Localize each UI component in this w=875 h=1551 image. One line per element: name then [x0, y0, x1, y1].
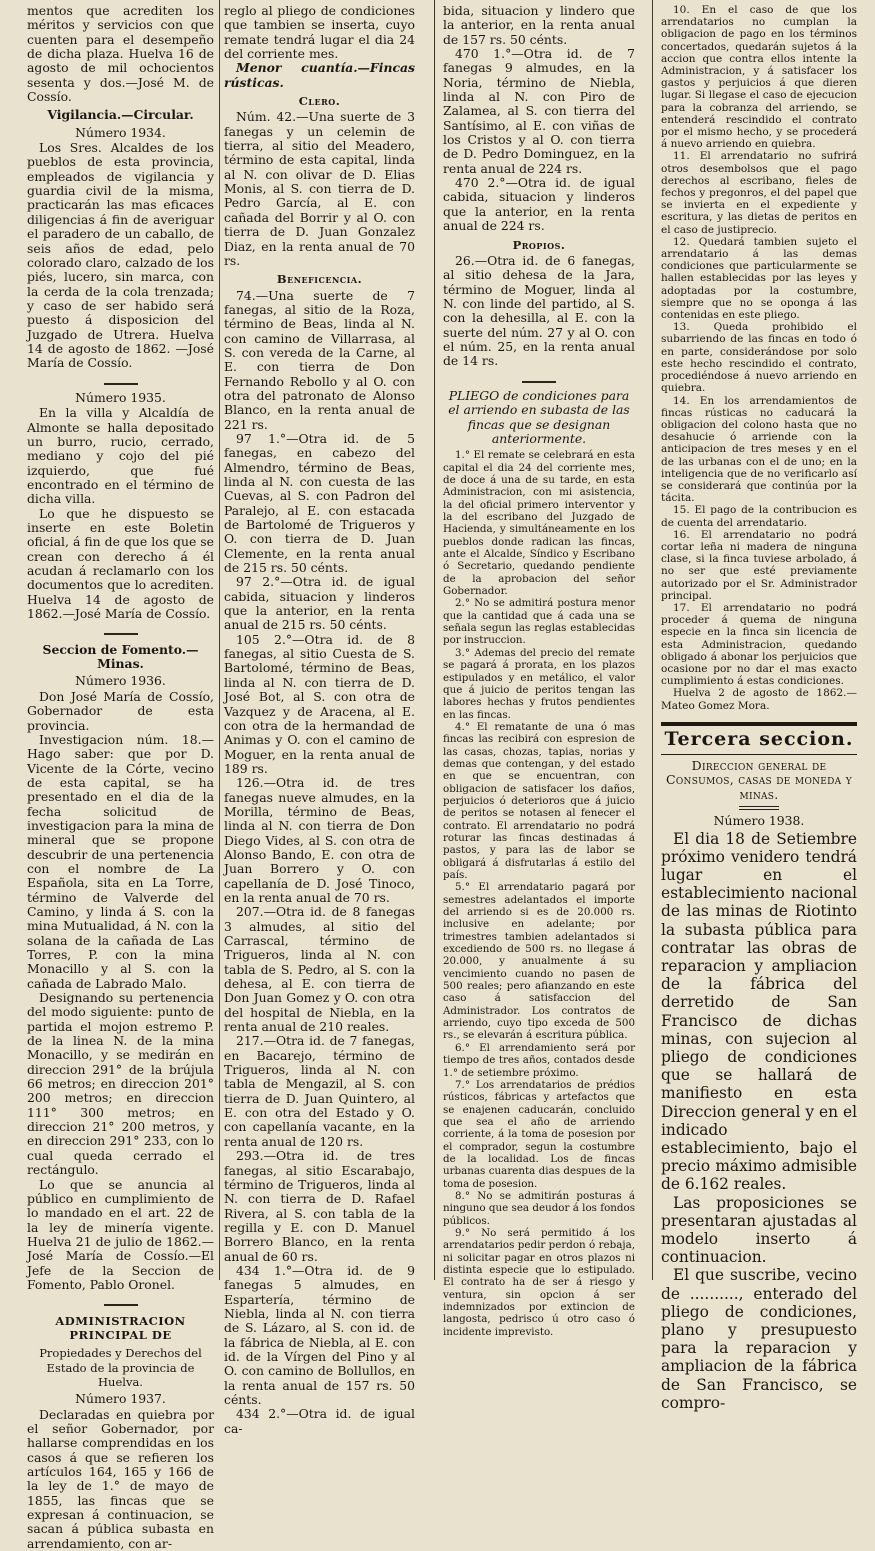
separator-dash	[27, 624, 214, 638]
paragraph: 470 2.°—Otra id. de igual cabida, situacion y linderos que la anterior, en la renta anual de 224 rs.	[443, 175, 635, 234]
condition-paragraph: 3.° Ademas del precio del remate se pagará á prorata, en los plazos estipulados y en metálico, el valor que á juicio de peritos tengan las labores hechas y frutos pendientes en las fincas.	[443, 646, 635, 721]
notice-number: Número 1936.	[75, 673, 166, 689]
condition-paragraph: 14. En los arrendamientos de fincas rústicas no caducará la obligacion del colono hasta que no desahucie ó arriende con la anticipacion de tres meses y en el de las urbanas con el de uno; en la inteligencia que de no verificarlo así se considerará que continúa por la tácita.	[661, 394, 857, 505]
paragraph: 105 2.°—Otra id. de 8 fanegas, al sitio Cuesta de S. Bartolomé, término de Beas, linda al N. con tierra de D. José Bot, al S. con otra de Vazquez y de Aracena, al E. con otra de la hermandad de Animas y O. con el camino de Moguer, en la renta anual de 189 rs.	[224, 631, 415, 776]
notice-number: Número 1934.	[75, 124, 166, 140]
separator-dash	[443, 372, 635, 386]
column-1	[27, 3, 214, 1551]
paragraph: 126.—Otra id. de tres fanegas nueve almudes, en la Morilla, término de Beas, linda al N. con tierra de Don Diego Vides, al S. con otra de Alonso Bando, E. con otra de Juan Borrero y O. con capellanía de D. José Tinoco, en la renta anual de 70 rs.	[224, 775, 415, 905]
directorate-heading: Direccion general de Consumos, casas de moneda y minas.	[666, 758, 852, 802]
section-heading: Beneficencia.	[276, 272, 363, 287]
notice-number: Número 1937.	[75, 1391, 166, 1407]
paragraph: 26.—Otra id. de 6 fanegas, al sitio dehesa de la Jara, término de Moguer, linda al N. con linde del partido, al S. con la dehesilla, al E. con la suerte del núm. 27 y al O. con el núm. 25, en la renta anual de 14 rs.	[443, 252, 635, 369]
section-heading: Seccion de Fomento.—Minas.	[42, 641, 199, 672]
paragraph: 207.—Otra id. de 8 fanegas 3 almudes, al sitio del Carrascal, término de Trigueros, linda al N. con tabla de S. Pedro, al S. con la dehesa, al E. con tierra de Don Juan Gomez y O. con otra del hospital de Niebla, en la renta anual de 210 reales.	[224, 904, 415, 1035]
paragraph: Don José María de Cossío, Gobernador de esta provincia.	[27, 688, 214, 733]
column-rule	[434, 0, 435, 1280]
paragraph: 74.—Una suerte de 7 fanegas, al sitio de la Roza, término de Beas, linda al N. con camino de Villarrasa, al S. con vereda de la Carne, al E. con tierra de Don Fernando Rebollo y al O. con otra del patronato de Alonso Blanco, en la renta anual de 221 rs.	[224, 287, 415, 432]
announcement-paragraph: El dia 18 de Setiembre próximo venidero tendrá lugar en el establecimiento nacional de las minas de Riotinto la subasta pública para contratar las obras de reparacion y ampliacion de la fábrica del derretido de San Francisco de dichas minas, con sujecion al pliego de condiciones que se hallará de manifiesto en esta Direccion general y en el indicado establecimiento, bajo el precio máximo admisible de 6.162 reales.	[661, 829, 857, 1194]
paragraph: reglo al pliego de condiciones que tambien se inserta, cuyo remate tendrá lugar el dia 24 del corriente mes.	[224, 3, 415, 62]
column-rule	[219, 0, 220, 1280]
condition-paragraph: 13. Queda prohibido el subarriendo de las fincas en todo ó en parte, considerándose por solo este hecho rescindido el contrato, procediéndose á nuevo arriendo en quiebra.	[661, 321, 857, 395]
column-4	[661, 4, 857, 1412]
section-title: Tercera seccion.	[661, 722, 857, 755]
condition-paragraph: 2.° No se admitirá postura menor que la cantidad que á cada una se señala segun las reglas establecidas por instruccion.	[443, 597, 635, 647]
announcement-paragraph: El que suscribe, vecino de .........., enterado del pliego de condiciones, plano y presupuesto para la reparacion y ampliacion de la fábrica de San Francisco, se compro-	[661, 1266, 857, 1412]
paragraph: 293.—Otra id. de tres fanegas, al sitio Escarabajo, término de Trigueros, linda al N. con tierra de D. Rafael Rivera, al S. con tabla de la regilla y E. con D. Manuel Borrero Blanco, en la renta anual de 60 rs.	[224, 1148, 415, 1264]
separator-double-rule	[739, 806, 779, 810]
condition-paragraph: Huelva 2 de agosto de 1862.—Mateo Gomez Mora.	[661, 687, 857, 712]
paragraph: En la villa y Alcaldía de Almonte se halla depositado un burro, rucio, cerrado, mediano y cojo del pié izquierdo, que fué encontrado en el término de dicha villa.	[27, 405, 214, 507]
subheading: Propiedades y Derechos del Estado de la provincia de Huelva.	[39, 1346, 202, 1389]
paragraph: Lo que se anuncia al público en cumplimiento de lo mandado en el art. 22 de la ley de minería vigente. Huelva 21 de julio de 1862.— José María de Cossío.—El Jefe de la Seccion de Fomento, Pablo Oronel.	[27, 1176, 214, 1292]
paragraph: 217.—Otra id. de 7 fanegas, en Bacarejo, término de Trigueros, linda al N. con tabla de Mengazil, al S. con tierra de D. Juan Quintero, al E. con otra del Estado y O. con capellanía vacante, en la renta anual de 120 rs.	[224, 1033, 415, 1149]
paragraph: 434 2.°—Otra id. de igual ca-	[224, 1406, 415, 1436]
paragraph: Núm. 42.—Una suerte de 3 fanegas y un celemin de tierra, al sitio del Meadero, término de esta capital, linda al N. con olivar de D. Elias Monis, al S. con tierra de D. Pedro García, al E. con cañada del Borrir y al O. con tierra de D. Juan Gonzalez Diaz, en la renta anual de 70 rs.	[224, 109, 415, 268]
paragraph: 97 1.°—Otra id. de 5 fanegas, en cabezo del Almendro, término de Beas, linda al N. con cuesta de las Cuevas, al S. con Padron del Paralejo, al E. con estacada de Bartolomé de Trigueros y O. con tierra de D. Juan Clemente, en la renta anual de 215 rs. 50 cénts.	[224, 430, 415, 576]
document-title: PLIEGO de condiciones para el arriendo en subasta de las fincas que se designan anteriormente.	[448, 387, 630, 446]
paragraph: Los Sres. Alcaldes de los pueblos de esta provincia, empleados de vigilancia y guardia civil de la misma, practicarán las mas eficaces diligencias á fin de averiguar el paradero de un caballo, de seis años de edad, pelo colorado claro, calzado de los piés, lucero, sin marca, con la cerda de la cola trenzada; y caso de ser habido será puesto á disposicion del Juzgado de Utrera. Huelva 14 de agosto de 1862. —José María de Cossío.	[27, 140, 214, 371]
condition-paragraph: 12. Quedará tambien sujeto el arrendatario á las demas condiciones que particularmente se hallen establecidas por las leyes y adoptadas por la costumbre, siempre que no se oponga á las contenidas en este pliego.	[661, 235, 857, 322]
paragraph: Lo que he dispuesto se inserte en este Boletin oficial, á fin de que los que se crean con derecho á él acudan á reclamarlo con los documentos que lo acrediten. Huelva 14 de agosto de 1862.—José María de Cossío.	[27, 505, 214, 622]
paragraph: Menor cuantía.—Fincas rústicas.	[224, 60, 415, 90]
separator-dash	[27, 1295, 214, 1309]
section-heading: Propios.	[512, 237, 566, 252]
condition-paragraph: 15. El pago de la contribucion es de cuenta del arrendatario.	[661, 504, 857, 529]
paragraph: 434 1.°—Otra id. de 9 fanegas 5 almudes, en Espartería, término de Niebla, linda al N. con tierra de S. Lázaro, al S. con id. de la fábrica de Niebla, al E. con id. de la Vírgen del Pino y al O. con camino de Bollullos, en la renta anual de 157 rs. 50 cénts.	[224, 1262, 415, 1407]
condition-paragraph: 10. En el caso de que los arrendatarios no cumplan la obligacion de pago en los términos concertados, quedarán sujetos á la accion que contra ellos intente la Administracion, y á satisfacer los gastos y perjuicios á que dieren lugar. Si llegase el caso de ejecucion para la cobranza del arriendo, se entenderá rescindido el contrato por el mismo hecho, y se procederá á nuevo arriendo en quiebra.	[661, 4, 857, 151]
column-3	[443, 3, 635, 1338]
paragraph: 470 1.°—Otra id. de 7 fanegas 9 almudes, en la Noria, término de Niebla, linda al N. con Piro de Zalamea, al S. con tierra del Santísimo, al E. con viñas de los Cristos y al O. con tierra de D. Pedro Dominguez, en la renta anual de 224 rs.	[443, 46, 635, 176]
condition-paragraph: 9.° No será permitido á los arrendatarios pedir perdon ó rebaja, ni solicitar pagar en otros plazos ni distinta especie que lo estipulado. El contrato ha de ser á riesgo y ventura, sin opcion á ser indemnizados por extincion de langosta, pedrisco ú otro caso ó incidente imprevisto.	[443, 1226, 635, 1338]
section-heading: Vigilancia.—Circular.	[47, 107, 194, 123]
separator-dash	[27, 374, 214, 388]
condition-paragraph: 17. El arrendatario no podrá proceder á quema de ninguna especie en la finca sin licencia de esta Administracion, quedando obligado á abonar los perjuicios que ocasione por no dar el mas exacto cumplimiento á estas condiciones.	[661, 601, 857, 688]
condition-paragraph: 4.° El rematante de una ó mas fincas las recibirá con espresion de las casas, chozas, tapias, norias y demas que contengan, y del estado en que se encuentran, con obligacion de satisfacer los daños, perjuicios ó deterioros que á juicio de peritos se notasen al fenecer el contrato. El arrendatario no podrá roturar las fincas destinadas á pastos, y para las de labor se obligará á disfrutarlas á estilo del país.	[443, 720, 635, 881]
condition-paragraph: 16. El arrendatario no podrá cortar leña ni madera de ninguna clase, si la finca tuviese arbolado, á no ser que esté previamente autorizado por el Sr. Administrador principal.	[661, 528, 857, 602]
column-2	[224, 3, 415, 1436]
condition-paragraph: 5.° El arrendatario pagará por semestres adelantados el importe del arriendo si es de 20.000 rs. inclusive en adelante; por trimestres tambien adelantados si excediendo de 500 rs. no llegase á 20.000, y anualmente á su vencimiento cuando no pasen de 500 reales; pero afianzando en este caso á satisfaccion del Administrador. Los contratos de arriendo, cuyo tipo exceda de 500 rs., se elevarán á escritura pública.	[443, 881, 635, 1042]
paragraph: mentos que acrediten los méritos y servicios con que cuenten para el desempeño de dicha plaza. Huelva 16 de agosto de mil ochocientos sesenta y dos.—José M. de Cossío.	[27, 3, 214, 105]
notice-number: Número 1938.	[713, 813, 805, 829]
condition-paragraph: 8.° No se admitirán posturas á ninguno que sea deudor á los fondos públicos.	[443, 1189, 635, 1227]
paragraph: bida, situacion y lindero que la anterior, en la renta anual de 157 rs. 50 cénts.	[443, 3, 635, 47]
section-heading: ADMINISTRACION PRINCIPAL DE	[55, 1313, 186, 1342]
condition-paragraph: 11. El arrendatario no sufrirá otros desembolsos que el pago derechos al escribano, fieles de fechos y pregonros, el del papel que se invierta en el expediente y escritura, y las dietas de peritos en el caso de justiprecio.	[661, 150, 857, 236]
column-rule	[652, 0, 653, 1280]
condition-paragraph: 7.° Los arrendatarios de prédios rústicos, fábricas y artefactos que se enajenen caducarán, concluido que sea el año de arriendo corriente, á la toma de posesion por el comprador, segun la costumbre de la localidad. Los de fincas urbanas cuarenta dias despues de la toma de posesion.	[443, 1078, 635, 1190]
notice-number: Número 1935.	[75, 389, 166, 405]
paragraph: Investigacion núm. 18.—Hago saber: que por D. Vicente de la Córte, vecino de esta capital, se ha presentado en el dia de la fecha solicitud de investigacion para la mina de mineral que se propone descubrir de una pertenencia con el nombre de La Española, sita en La Torre, término de Valverde del Camino, y linda á S. con la mina Mutualidad, á N. con la solana de la cañada de Las Torres, P. con la mina Monacillo y al S. con la cañada de Labrado Malo.	[27, 731, 214, 991]
paragraph: 97 2.°—Otra id. de igual cabida, situacion y linderos que la anterior, en la renta anual de 215 rs. 50 cénts.	[224, 574, 415, 633]
announcement-paragraph: Las proposiciones se presentaran ajustadas al modelo inserto á continuacion.	[661, 1193, 857, 1267]
paragraph: Declaradas en quiebra por el señor Gobernador, por hallarse comprendidas en los casos á que se refieren los artículos 164, 165 y 166 de la ley de 1.° de mayo de 1855, las fincas que se expresan á continuacion, se sacan á pública subasta en arrendamiento, con ar-	[27, 1406, 214, 1551]
condition-paragraph: 1.° El remate se celebrará en esta capital el dia 24 del corriente mes, de doce á una de su tarde, en esta Administracion, con mi asistencia, la del oficial primero interventor y la del escribano del Juzgado de Hacienda, y simultáneamente en los pueblos donde radican las fincas, ante el Alcalde, Síndico y Escribano ó Secretario, quedando pendiente de la aprobacion del señor Gobernador.	[443, 449, 635, 598]
section-heading: Clero.	[298, 94, 341, 109]
condition-paragraph: 6.° El arrendamiento será por tiempo de tres años, contados desde 1.° de setiembre próximo.	[443, 1041, 635, 1079]
paragraph: Designando su pertenencia del modo siguiente: punto de partida el mojon estremo P. de la linea N. de la mina Monacillo, y se medirán en direccion 291° de la brújula 66 metros; en direccion 201° 200 metros; en direccion 111° 300 metros; en direccion 21° 200 metros, y en direccion 291° 233, con lo cual queda cerrado el rectángulo.	[27, 990, 214, 1178]
